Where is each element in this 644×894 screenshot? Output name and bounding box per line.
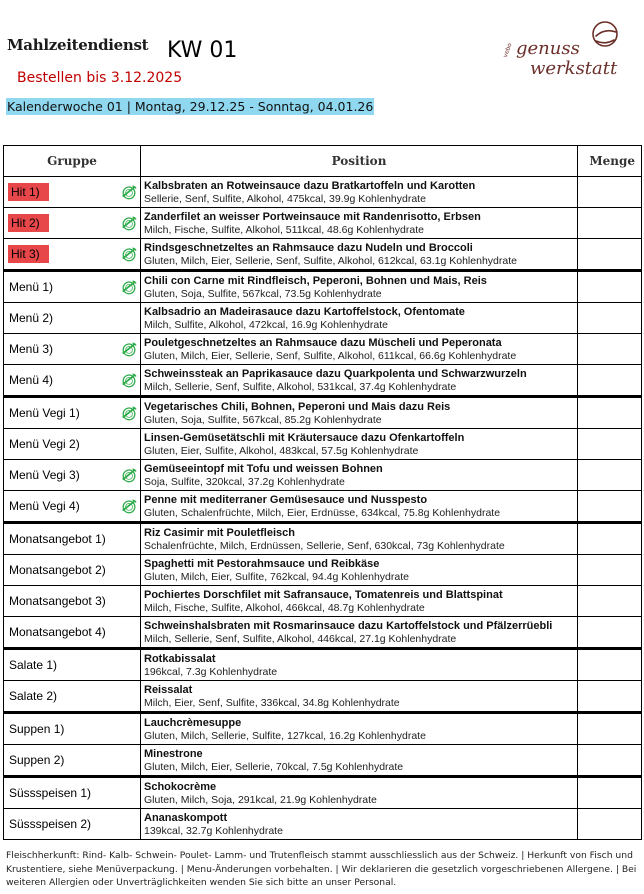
dish-info: Gluten, Eier, Sulfite, Alkohol, 483kcal, 57.5g Kohlenhydrate xyxy=(144,444,419,457)
dish-info: Gluten, Milch, Eier, Sellerie, Senf, Sulfite, Alkohol, 612kcal, 63.1g Kohlenhydrate xyxy=(144,254,517,267)
quantity-input[interactable] xyxy=(578,777,642,809)
genusswerkstatt-logo xyxy=(500,14,630,84)
position-cell xyxy=(141,208,578,239)
table-row xyxy=(4,460,642,491)
table-row xyxy=(4,777,642,809)
group-label: Menü 1) xyxy=(9,280,54,294)
table-row xyxy=(4,208,642,239)
group-cell xyxy=(4,713,141,745)
position-cell xyxy=(141,681,578,713)
climate-plate-icon xyxy=(120,245,138,263)
quantity-input[interactable] xyxy=(578,586,642,617)
dish-info: Gluten, Soja, Sulfite, 567kcal, 73.5g Kohlenhydrate xyxy=(144,287,382,300)
position-cell xyxy=(141,555,578,586)
group-cell xyxy=(4,239,141,271)
group-label: Monatsangebot 2) xyxy=(9,563,106,577)
group-label: Monatsangebot 4) xyxy=(9,625,106,639)
quantity-input[interactable] xyxy=(578,491,642,523)
svg-text:werkstatt: werkstatt xyxy=(530,58,618,79)
dish-info: 196kcal, 7.3g Kohlenhydrate xyxy=(144,665,278,678)
position-cell xyxy=(141,429,578,460)
group-cell xyxy=(4,555,141,586)
table-row xyxy=(4,491,642,523)
position-cell xyxy=(141,523,578,555)
dish-info: Milch, Sellerie, Senf, Sulfite, Alkohol, 446kcal, 27.1g Kohlenhydrate xyxy=(144,632,457,645)
dish-name: Kalbsbraten an Rotweinsauce dazu Bratkartoffeln und Karotten xyxy=(144,179,476,192)
dish-info: Milch, Fische, Sulfite, Alkohol, 466kcal, 48.7g Kohlenhydrate xyxy=(144,601,425,614)
position-cell xyxy=(141,239,578,271)
group-cell xyxy=(4,271,141,303)
table-row xyxy=(4,177,642,208)
group-label: Menü Vegi 3) xyxy=(9,468,80,482)
position-cell xyxy=(141,777,578,809)
group-label: Menü Vegi 1) xyxy=(9,406,80,420)
table-header xyxy=(4,146,642,177)
table-row xyxy=(4,649,642,681)
table-row xyxy=(4,271,642,303)
table-row xyxy=(4,397,642,429)
group-cell xyxy=(4,617,141,649)
position-cell xyxy=(141,303,578,334)
dish-info: Gluten, Milch, Sellerie, Sulfite, 127kcal, 16.2g Kohlenhydrate xyxy=(144,729,426,742)
position-cell xyxy=(141,397,578,429)
header-group: Gruppe xyxy=(4,146,141,177)
dish-info: Soja, Sulfite, 320kcal, 37.2g Kohlenhydrate xyxy=(144,475,345,488)
climate-plate-icon xyxy=(120,214,138,232)
week-label: KW 01 xyxy=(167,38,238,63)
quantity-input[interactable] xyxy=(578,177,642,208)
climate-plate-icon xyxy=(120,371,138,389)
table-row xyxy=(4,555,642,586)
dish-name: Spaghetti mit Pestorahmsauce und Reibkäse xyxy=(144,557,380,570)
group-cell xyxy=(4,745,141,777)
dish-name: Linsen-Gemüsetätschli mit Kräutersauce dazu Ofenkartoffeln xyxy=(144,431,465,444)
dish-name: Minestrone xyxy=(144,747,203,760)
header-quantity: Menge xyxy=(578,146,642,177)
dish-info: Gluten, Milch, Soja, 291kcal, 21.9g Kohlenhydrate xyxy=(144,793,377,806)
group-label: Süssspeisen 2) xyxy=(9,817,92,831)
table-row xyxy=(4,681,642,713)
dish-name: Chili con Carne mit Rindfleisch, Peperoni, Bohnen und Mais, Reis xyxy=(144,274,487,287)
position-cell xyxy=(141,745,578,777)
quantity-input[interactable] xyxy=(578,429,642,460)
position-cell xyxy=(141,365,578,397)
footer-note: Fleischherkunft: Rind- Kalb- Schwein- Poulet- Lamm- und Trutenfleisch stammt ausschliesslich aus der Schweiz. | Herkunft von Fisch und Krustentiere, siehe Menüverpackung. | Menu-Änderungen vorbehalten. | Wir deklarieren die gesetzlich vorgeschriebenen Allergene. | Bei weiteren Allergien oder Unverträglichkeiten wenden Sie sich bitte an unser Personal. xyxy=(6,850,637,888)
svg-text:genuss: genuss xyxy=(516,38,580,59)
week-range: Kalenderwoche 01 | Montag, 29.12.25 - Sonntag, 04.01.26 xyxy=(7,99,374,114)
dish-name: Rindsgeschnetzeltes an Rahmsauce dazu Nudeln und Broccoli xyxy=(144,241,473,254)
quantity-input[interactable] xyxy=(578,555,642,586)
dish-name: Ananaskompott xyxy=(144,811,228,824)
table-row xyxy=(4,809,642,840)
svg-text:vebo: vebo xyxy=(501,42,514,59)
quantity-input[interactable] xyxy=(578,397,642,429)
position-cell xyxy=(141,491,578,523)
dish-info: Sellerie, Senf, Sulfite, Alkohol, 475kcal, 39.9g Kohlenhydrate xyxy=(144,192,426,205)
dish-info: Milch, Eier, Senf, Sulfite, 336kcal, 34.8g Kohlenhydrate xyxy=(144,696,400,709)
dish-info: Schalenfrüchte, Milch, Erdnüssen, Sellerie, Senf, 630kcal, 73g Kohlenhydrate xyxy=(144,539,505,552)
quantity-input[interactable] xyxy=(578,303,642,334)
group-cell xyxy=(4,397,141,429)
dish-info: Gluten, Milch, Eier, Sellerie, 70kcal, 7.5g Kohlenhydrate xyxy=(144,760,404,773)
position-cell xyxy=(141,586,578,617)
group-label: Menü Vegi 2) xyxy=(9,437,80,451)
dish-info: 139kcal, 32.7g Kohlenhydrate xyxy=(144,824,283,837)
group-cell xyxy=(4,681,141,713)
group-cell xyxy=(4,334,141,365)
quantity-input[interactable] xyxy=(578,745,642,777)
group-label: Menü 4) xyxy=(9,373,54,387)
quantity-input[interactable] xyxy=(578,681,642,713)
group-cell xyxy=(4,649,141,681)
group-label: Hit 1) xyxy=(8,183,49,201)
table-row xyxy=(4,523,642,555)
quantity-input[interactable] xyxy=(578,523,642,555)
quantity-input[interactable] xyxy=(578,809,642,840)
group-label: Monatsangebot 3) xyxy=(9,594,106,608)
climate-plate-icon xyxy=(120,278,138,296)
group-label: Salate 2) xyxy=(9,689,58,703)
group-cell xyxy=(4,777,141,809)
group-label: Menü Vegi 4) xyxy=(9,499,80,513)
dish-name: Schokocrème xyxy=(144,780,217,793)
climate-plate-icon xyxy=(120,183,138,201)
table-row xyxy=(4,713,642,745)
dish-name: Pochiertes Dorschfilet mit Safransauce, Tomatenreis und Blattspinat xyxy=(144,588,503,601)
dish-name: Vegetarisches Chili, Bohnen, Peperoni und Mais dazu Reis xyxy=(144,400,451,413)
group-label: Hit 2) xyxy=(8,214,49,232)
table-row xyxy=(4,617,642,649)
group-cell xyxy=(4,177,141,208)
quantity-input[interactable] xyxy=(578,365,642,397)
climate-plate-icon xyxy=(120,340,138,358)
group-cell xyxy=(4,523,141,555)
table-row xyxy=(4,239,642,271)
quantity-input[interactable] xyxy=(578,649,642,681)
dish-name: Riz Casimir mit Pouletfleisch xyxy=(144,526,295,539)
climate-plate-icon xyxy=(120,404,138,422)
position-cell xyxy=(141,271,578,303)
quantity-input[interactable] xyxy=(578,713,642,745)
dish-info: Gluten, Milch, Eier, Sellerie, Senf, Sulfite, Alkohol, 611kcal, 66.6g Kohlenhydrate xyxy=(144,349,517,362)
dish-name: Rotkabissalat xyxy=(144,652,216,665)
table-row xyxy=(4,745,642,777)
dish-name: Pouletgeschnetzeltes an Rahmsauce dazu Müscheli und Peperonata xyxy=(144,336,502,349)
dish-name: Kalbsadrio an Madeirasauce dazu Kartoffelstock, Ofentomate xyxy=(144,305,465,318)
dish-info: Gluten, Schalenfrüchte, Milch, Eier, Erdnüsse, 634kcal, 75.8g Kohlenhydrate xyxy=(144,506,501,519)
table-row xyxy=(4,365,642,397)
group-cell xyxy=(4,491,141,523)
group-label: Suppen 1) xyxy=(9,722,65,736)
dish-name: Gemüseeintopf mit Tofu und weissen Bohnen xyxy=(144,462,383,475)
table-row xyxy=(4,334,642,365)
climate-plate-icon xyxy=(120,497,138,515)
position-cell xyxy=(141,334,578,365)
dish-name: Penne mit mediterraner Gemüsesauce und Nusspesto xyxy=(144,493,428,506)
table-row xyxy=(4,303,642,334)
dish-name: Reissalat xyxy=(144,683,193,696)
position-cell xyxy=(141,177,578,208)
group-label: Hit 3) xyxy=(8,245,49,263)
group-cell xyxy=(4,809,141,840)
menu-table xyxy=(3,145,642,840)
position-cell xyxy=(141,809,578,840)
dish-name: Schweinshalsbraten mit Rosmarinsauce dazu Kartoffelstock und Pfälzerrüebli xyxy=(144,619,553,632)
group-label: Süssspeisen 1) xyxy=(9,786,92,800)
quantity-input[interactable] xyxy=(578,239,642,271)
position-cell xyxy=(141,460,578,491)
group-cell xyxy=(4,208,141,239)
table-row xyxy=(4,429,642,460)
group-cell xyxy=(4,429,141,460)
dish-name: Zanderfilet an weisser Portweinsauce mit Randenrisotto, Erbsen xyxy=(144,210,481,223)
position-cell xyxy=(141,617,578,649)
group-cell xyxy=(4,365,141,397)
quantity-input[interactable] xyxy=(578,617,642,649)
dish-info: Milch, Sulfite, Alkohol, 472kcal, 16.9g Kohlenhydrate xyxy=(144,318,388,331)
position-cell xyxy=(141,649,578,681)
dish-name: Lauchcrèmesuppe xyxy=(144,716,242,729)
group-label: Menü 2) xyxy=(9,311,54,325)
group-cell xyxy=(4,586,141,617)
position-cell xyxy=(141,713,578,745)
order-deadline: Bestellen bis 3.12.2025 xyxy=(17,70,183,86)
dish-name: Schweinssteak an Paprikasauce dazu Quarkpolenta und Schwarzwurzeln xyxy=(144,367,527,380)
quantity-input[interactable] xyxy=(578,271,642,303)
quantity-input[interactable] xyxy=(578,208,642,239)
group-cell xyxy=(4,303,141,334)
group-label: Monatsangebot 1) xyxy=(9,532,106,546)
group-label: Menü 3) xyxy=(9,342,54,356)
quantity-input[interactable] xyxy=(578,460,642,491)
dish-info: Milch, Fische, Sulfite, Alkohol, 511kcal, 48.6g Kohlenhydrate xyxy=(144,223,424,236)
group-label: Suppen 2) xyxy=(9,753,65,767)
group-label: Salate 1) xyxy=(9,658,58,672)
dish-info: Gluten, Soja, Sulfite, 567kcal, 85.2g Kohlenhydrate xyxy=(144,413,382,426)
table-row xyxy=(4,586,642,617)
page-title: Mahlzeitendienst xyxy=(7,36,149,54)
header-position: Position xyxy=(141,146,578,177)
dish-info: Gluten, Milch, Eier, Sulfite, 762kcal, 94.4g Kohlenhydrate xyxy=(144,570,409,583)
climate-plate-icon xyxy=(120,466,138,484)
dish-info: Milch, Sellerie, Senf, Sulfite, Alkohol, 531kcal, 37.4g Kohlenhydrate xyxy=(144,380,457,393)
group-cell xyxy=(4,460,141,491)
quantity-input[interactable] xyxy=(578,334,642,365)
